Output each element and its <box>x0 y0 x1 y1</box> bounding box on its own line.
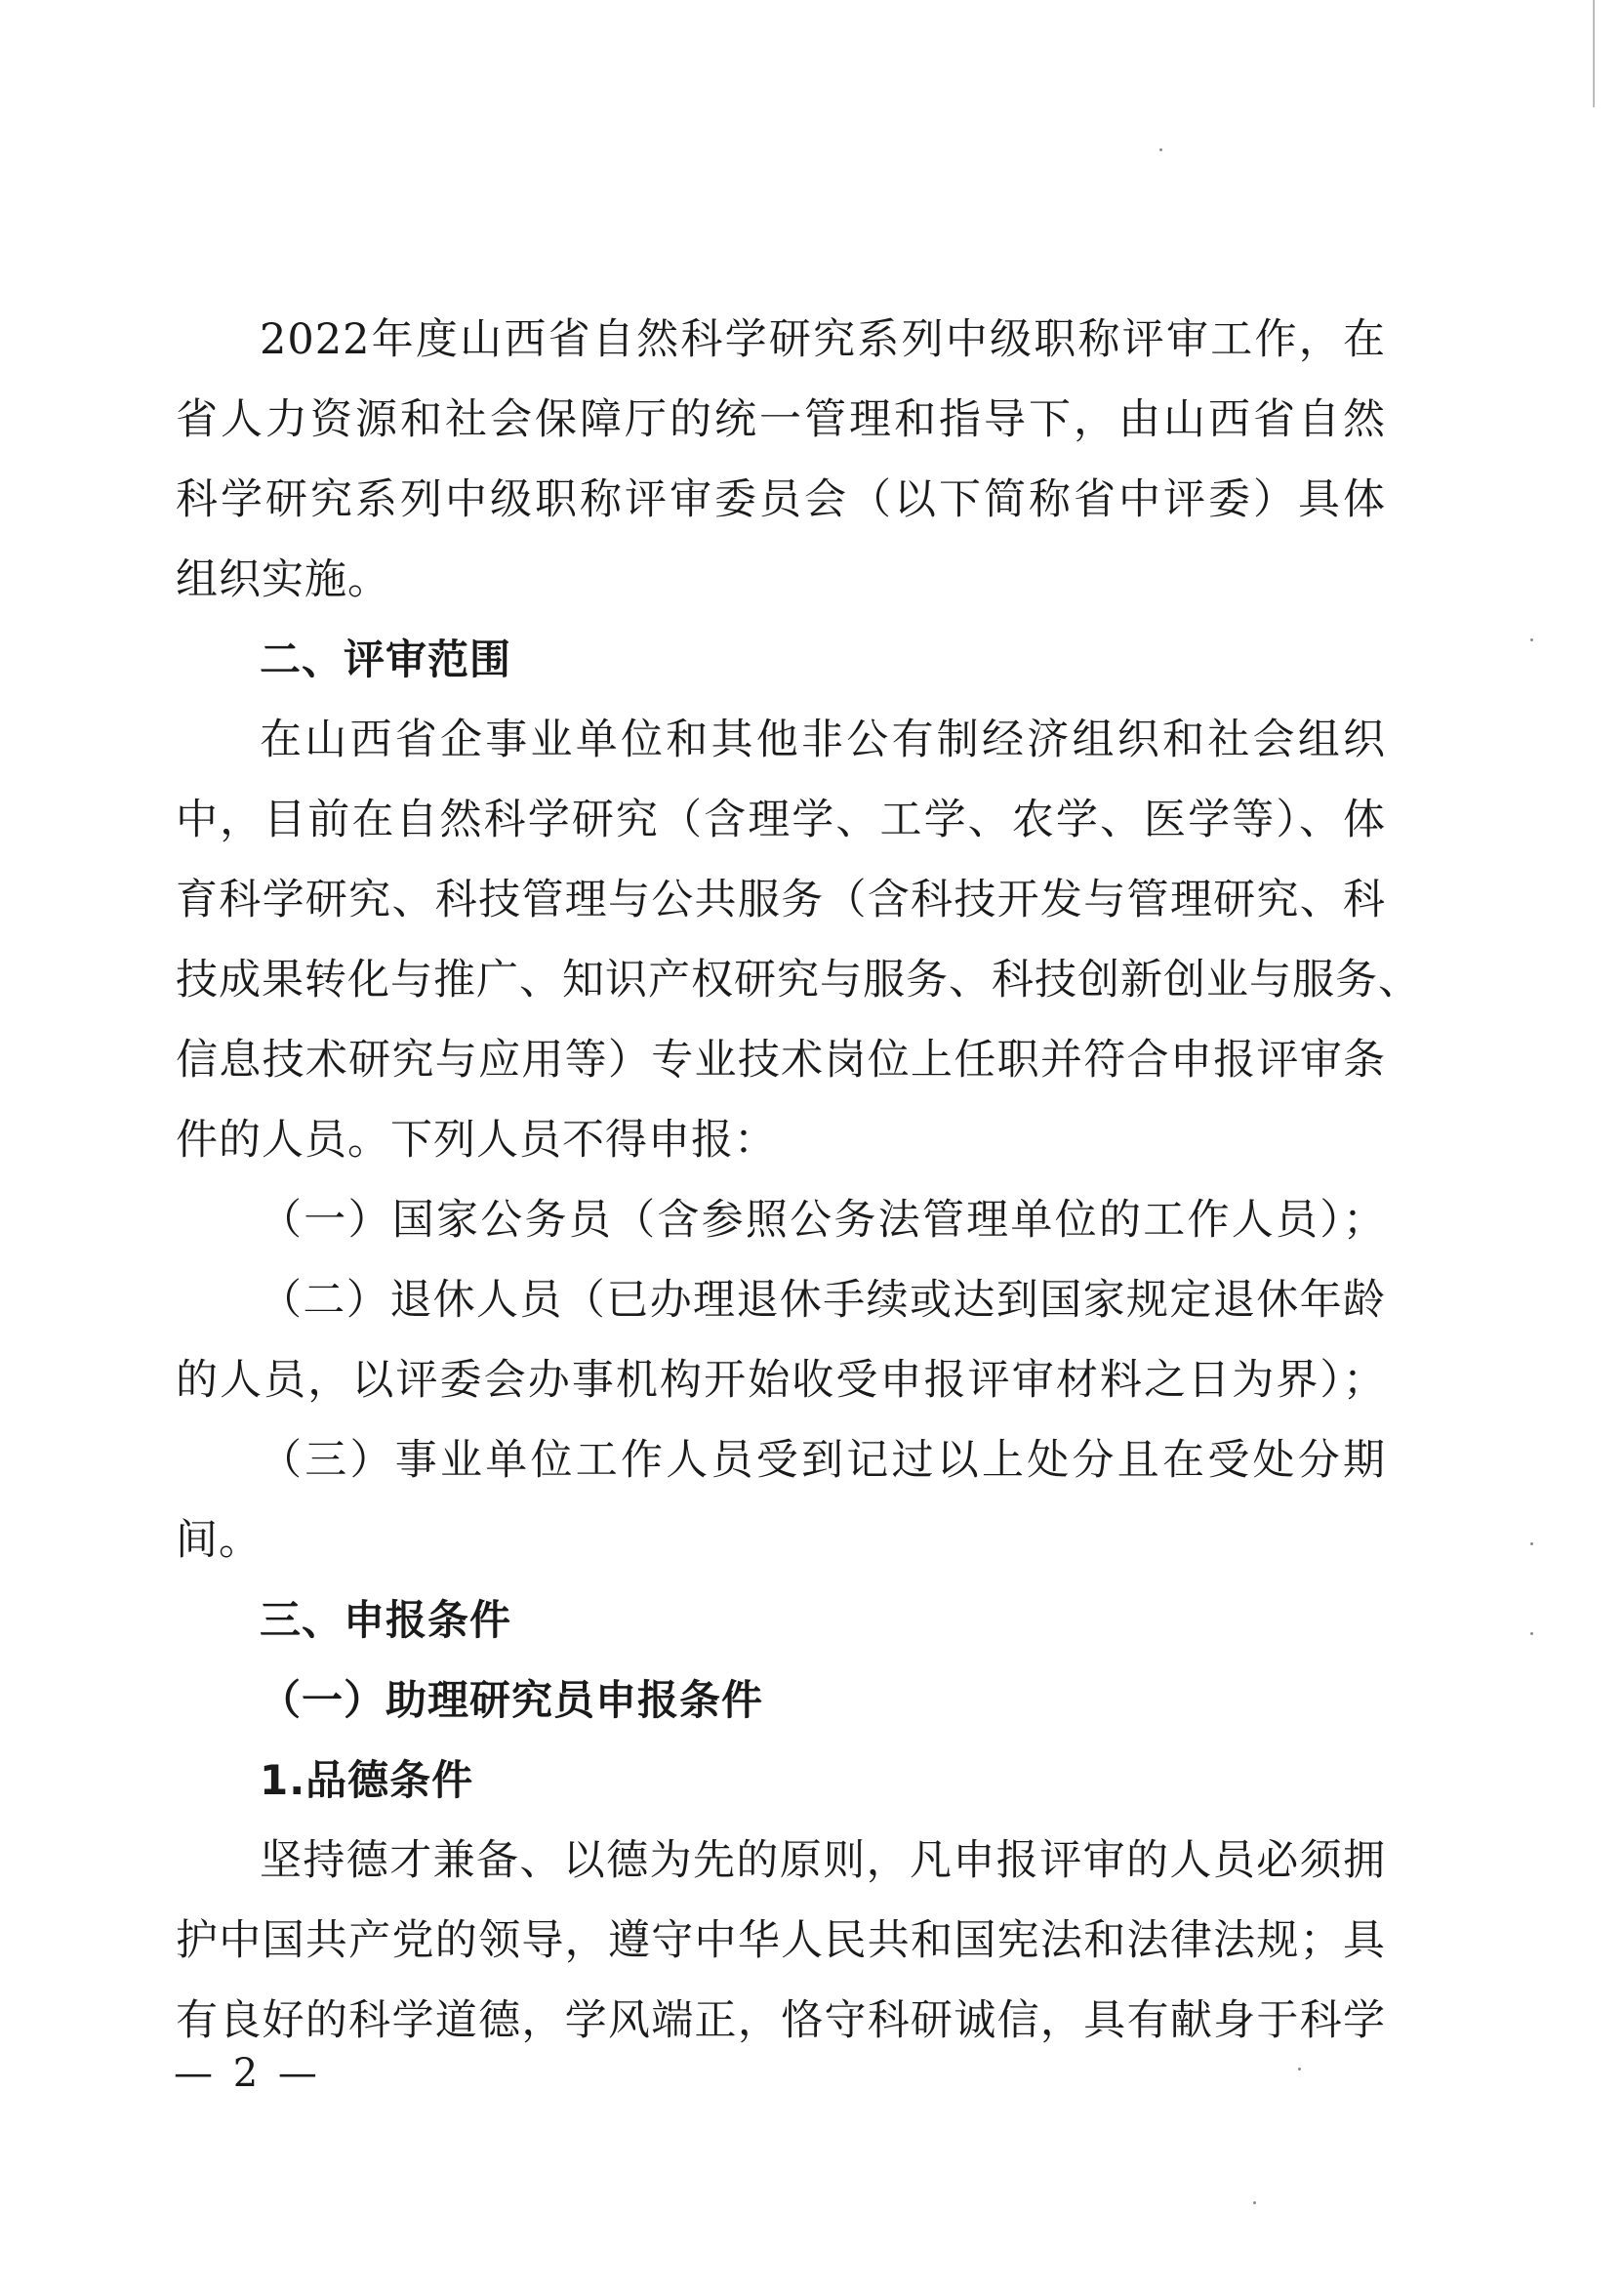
page-edge-line <box>1593 0 1595 107</box>
scan-speck <box>1298 2068 1301 2070</box>
section-heading: 三、申报条件 <box>260 1596 512 1644</box>
paragraph-line: 有良好的科学道德，学风端正，恪守科研诚信，具有献身于科学 <box>176 1996 1386 2045</box>
list-item-line: （三）事业单位工作人员受到记过以上处分且在受处分期 <box>260 1436 1386 1485</box>
scan-speck <box>1159 148 1162 151</box>
paragraph-line: 2022年度山西省自然科学研究系列中级职称评审工作，在 <box>260 315 1386 364</box>
paragraph-line: 件的人员。下列人员不得申报： <box>176 1116 777 1165</box>
paragraph-line: 组织实施。 <box>176 555 390 604</box>
paragraph-line: 坚持德才兼备、以德为先的原则，凡申报评审的人员必须拥 <box>260 1836 1386 1885</box>
subsection-heading: 1.品德条件 <box>260 1756 474 1804</box>
paragraph-line: 在山西省企事业单位和其他非公有制经济组织和社会组织 <box>260 716 1386 764</box>
paragraph-line: 信息技术研究与应用等）专业技术岗位上任职并符合申报评审条 <box>176 1036 1386 1085</box>
scan-speck <box>1530 1542 1533 1545</box>
scan-speck <box>1253 2201 1256 2204</box>
scan-speck <box>1530 638 1533 641</box>
paragraph-line: 科学研究系列中级职称评审委员会（以下简称省中评委）具体 <box>176 475 1386 524</box>
paragraph-line: 护中国共产党的领导，遵守中华人民共和国宪法和法律法规；具 <box>176 1916 1386 1965</box>
paragraph-line: 育科学研究、科技管理与公共服务（含科技开发与管理研究、科 <box>176 876 1386 924</box>
list-item-line: （一）国家公务员（含参照公务法管理单位的工作人员）； <box>260 1196 1386 1245</box>
subsection-heading: （一）助理研究员申报条件 <box>260 1676 764 1724</box>
scan-speck <box>1530 1632 1533 1635</box>
list-item-line: （二）退休人员（已办理退休手续或达到国家规定退休年龄 <box>260 1276 1386 1325</box>
section-heading: 二、评审范围 <box>260 636 512 683</box>
page-number: — 2 — <box>174 2051 321 2096</box>
list-item-line: 的人员，以评委会办事机构开始收受申报评审材料之日为界）； <box>176 1356 1386 1405</box>
paragraph-line: 中，目前在自然科学研究（含理学、工学、农学、医学等）、体 <box>176 796 1386 844</box>
paragraph-line: 技成果转化与推广、知识产权研究与服务、科技创新创业与服务、 <box>176 956 1421 1004</box>
list-item-line: 间。 <box>176 1516 262 1565</box>
paragraph-line: 省人力资源和社会保障厅的统一管理和指导下，由山西省自然 <box>176 395 1386 444</box>
